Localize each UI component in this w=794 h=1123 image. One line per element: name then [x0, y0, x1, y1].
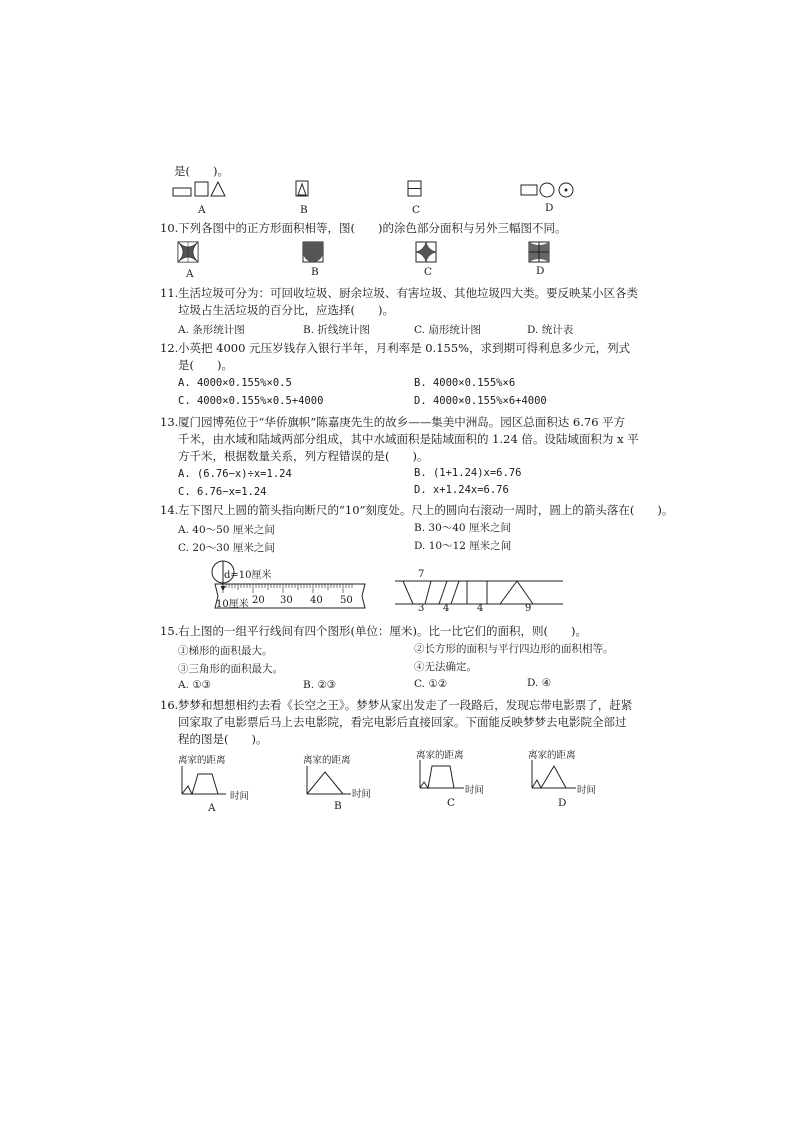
q15-option-c: C. ①②	[414, 678, 448, 690]
q10-label-c: C	[424, 266, 433, 278]
q10-figures	[176, 240, 556, 266]
q10-label-d: D	[536, 265, 545, 277]
parallelogram-base-label: 4	[443, 603, 450, 614]
q13-line3: 方千米，根据数量关系，列方程错误的是( )。	[178, 449, 429, 463]
graph-d	[530, 760, 580, 790]
q11-option-a: A. 条形统计图	[178, 324, 245, 336]
q13-option-a: A. (6.76−x)÷x=1.24	[178, 468, 292, 480]
q11-option-c: C. 扇形统计图	[414, 324, 481, 336]
graph-b-x-label: 时间	[352, 789, 372, 800]
q14-line1: 左下图尺上圆的箭头指向断尺的“10”刻度处。尺上的圆向右滚动一周时，圆上的箭头落在( )。	[178, 503, 674, 517]
graph-a	[180, 766, 230, 796]
q11-line1: 生活垃圾可分为：可回收垃圾、厨余垃圾、有害垃圾、其他垃圾四大类。要反映某小区各类	[178, 286, 638, 300]
ruler-tick-20: 20	[252, 595, 265, 606]
q12-line1: 小英把 4000 元压岁钱存入银行半年，月利率是 0.155%，求到期可得利息多少元，列式	[178, 341, 631, 355]
q15-number: 15.	[160, 624, 179, 638]
q12-option-c: C. 4000×0.155%×0.5+4000	[178, 395, 324, 407]
q14-option-b: B. 30～40 厘米之间	[414, 522, 511, 534]
q16-line1: 梦梦和想想相约去看《长空之王》。梦梦从家出发走了一段路后，发现忘带电影票了，赶紧	[178, 698, 633, 712]
triangle-base-label: 9	[525, 603, 532, 614]
q12-option-a: A. 4000×0.155%×0.5	[178, 377, 292, 389]
q9-label-a: A	[198, 204, 206, 216]
q15-statement-3: ③三角形的面积最大。	[178, 663, 283, 675]
q12-option-b: B. 4000×0.155%×6	[414, 377, 516, 389]
q15-option-d: D. ④	[527, 677, 552, 689]
ruler-tick-50: 50	[340, 595, 353, 606]
parallel-top-label: 7	[418, 569, 425, 580]
q15-option-b: B. ②③	[303, 679, 337, 691]
q12-option-d: D. 4000×0.155%×6+4000	[414, 395, 547, 407]
q14-number: 14.	[160, 503, 179, 517]
graph-d-x-label: 时间	[577, 785, 597, 796]
graph-a-y-label: 离家的距离	[178, 755, 226, 766]
ruler-diameter-label: d=10厘米	[224, 570, 272, 581]
q15-statement-2: ②长方形的面积与平行四边形的面积相等。	[414, 643, 614, 655]
q9-label-d: D	[545, 202, 554, 214]
q9-label-b: B	[300, 204, 308, 216]
graph-d-y-label: 离家的距离	[528, 750, 576, 761]
q14-option-c: C. 20～30 厘米之间	[178, 542, 275, 554]
q13-number: 13.	[160, 415, 179, 429]
q10-text: 下列各图中的正方形面积相等，图( )的涂色部分面积与另外三幅图不同。	[178, 221, 567, 235]
graph-b-label: B	[334, 800, 342, 812]
q15-statement-4: ④无法确定。	[414, 661, 477, 673]
q14-option-d: D. 10～12 厘米之间	[414, 540, 512, 552]
trapezoid-base-label: 3	[418, 603, 425, 614]
graph-c-label: C	[447, 797, 456, 809]
q10-number: 10.	[160, 221, 179, 235]
q9-figures	[170, 180, 570, 200]
graph-a-x-label: 时间	[230, 791, 250, 802]
q10-label-a: A	[186, 268, 194, 280]
ruler-tick-10: 10厘米	[216, 599, 249, 610]
graph-c	[418, 760, 468, 790]
q9-label-c: C	[412, 204, 421, 216]
q11-line2: 垃圾占生活垃圾的百分比，应选择( )。	[178, 303, 394, 317]
q12-number: 12.	[160, 341, 179, 355]
q16-line2: 回家取了电影票后马上去电影院，看完电影后直接回家。下面能反映梦梦去电影院全部过	[178, 715, 627, 729]
q15-option-a: A. ①③	[178, 679, 212, 691]
graph-b	[305, 766, 355, 796]
graph-c-x-label: 时间	[465, 785, 485, 796]
rectangle-base-label: 4	[477, 603, 484, 614]
q13-line2: 千米，由水域和陆域两部分组成，其中水域面积是陆域面积的 1.24 倍。设陆域面积为 x 平	[178, 432, 639, 446]
q14-option-a: A. 40～50 厘米之间	[178, 524, 275, 536]
graph-a-label: A	[208, 802, 216, 814]
q13-option-c: C. 6.76−x=1.24	[178, 486, 267, 498]
q12-line2: 是( )。	[178, 358, 233, 372]
q15-line1: 右上图的一组平行线间有四个图形(单位：厘米)。比一比它们的面积，则( )。	[178, 624, 587, 638]
q11-option-d: D. 统计表	[527, 324, 574, 336]
q16-number: 16.	[160, 698, 179, 712]
q10-label-b: B	[311, 266, 319, 278]
graph-c-y-label: 离家的距离	[416, 750, 464, 761]
graph-b-y-label: 离家的距离	[303, 755, 351, 766]
q15-statement-1: ①梯形的面积最大。	[178, 645, 273, 657]
ruler-tick-40: 40	[310, 595, 323, 606]
q13-line1: 厦门园博苑位于“华侨旗帜”陈嘉庚先生的故乡——集美中洲岛。园区总面积达 6.76 平方	[178, 415, 626, 429]
q9-continuation: 是( )。	[174, 164, 229, 178]
q13-option-b: B. (1+1.24)x=6.76	[414, 467, 522, 479]
q13-option-d: D. x+1.24x=6.76	[414, 484, 509, 496]
ruler-tick-30: 30	[280, 595, 293, 606]
q16-line3: 程的图是( )。	[178, 732, 268, 746]
graph-d-label: D	[558, 797, 567, 809]
q11-number: 11.	[160, 286, 179, 300]
q11-option-b: B. 折线统计图	[303, 324, 370, 336]
